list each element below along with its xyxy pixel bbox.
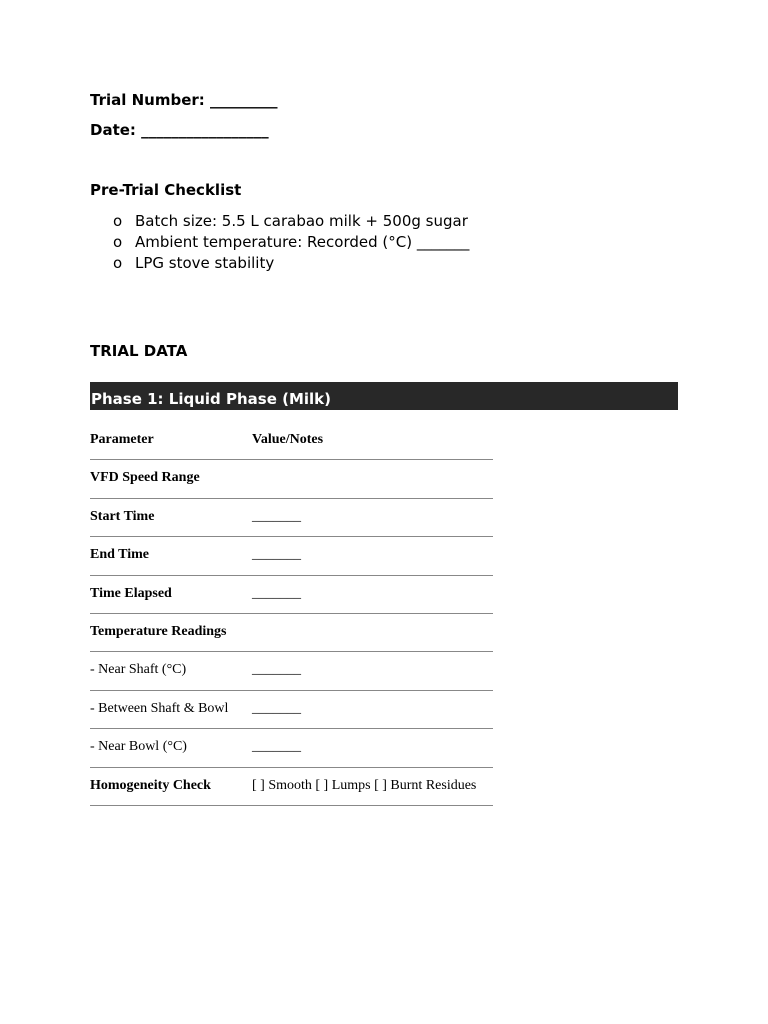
trial-data-heading: TRIAL DATA (90, 342, 188, 360)
checklist-item (113, 253, 469, 274)
table-row (90, 576, 493, 614)
table-row (90, 537, 493, 575)
checklist-item (113, 232, 469, 253)
checklist-item-text: LPG stove stability (135, 254, 275, 272)
table-row (90, 691, 493, 729)
parameter-cell: - Between Shaft & Bowl (90, 700, 229, 716)
pre-trial-checklist (113, 211, 469, 274)
parameter-cell: End Time (90, 547, 150, 563)
checklist-item (113, 211, 469, 232)
checklist-heading: Pre-Trial Checklist (90, 181, 242, 199)
phase-title: Phase 1: Liquid Phase (Milk) (91, 390, 332, 408)
parameter-cell: VFD Speed Range (90, 470, 200, 486)
table-row (90, 652, 493, 690)
parameter-table (90, 422, 493, 806)
table-row (90, 768, 493, 806)
parameter-cell: - Near Shaft (°C) (90, 662, 187, 678)
table-row (90, 499, 493, 537)
bullet-marker: o (113, 212, 123, 230)
bullet-marker: o (113, 233, 123, 251)
column-header-parameter: Parameter (90, 432, 154, 447)
parameter-cell: Temperature Readings (90, 623, 227, 639)
value-cell: _______ (252, 585, 301, 601)
value-cell: _______ (252, 547, 301, 563)
table-header-row (90, 422, 493, 460)
value-cell: _______ (252, 739, 301, 755)
parameter-cell: Time Elapsed (90, 585, 172, 601)
table-row (90, 729, 493, 767)
column-header-value: Value/Notes (252, 432, 324, 447)
value-cell: _______ (252, 662, 301, 678)
parameter-cell: - Near Bowl (°C) (90, 739, 187, 755)
parameter-cell: Start Time (90, 508, 155, 524)
checklist-item-text: Batch size: 5.5 L carabao milk + 500g sugar (135, 212, 468, 230)
table-row (90, 460, 493, 498)
phase-heading-bar (90, 382, 678, 410)
value-cell: _______ (252, 508, 301, 524)
value-cell: _______ (252, 700, 301, 716)
table-row (90, 614, 493, 652)
date-field: Date: _________________ (90, 121, 269, 139)
bullet-marker: o (113, 254, 123, 272)
value-cell: [ ] Smooth [ ] Lumps [ ] Burnt Residues (252, 777, 477, 793)
trial-number-field: Trial Number: _________ (90, 91, 278, 109)
checklist-item-text: Ambient temperature: Recorded (°C) _______ (135, 233, 470, 251)
parameter-cell: Homogeneity Check (90, 777, 211, 793)
